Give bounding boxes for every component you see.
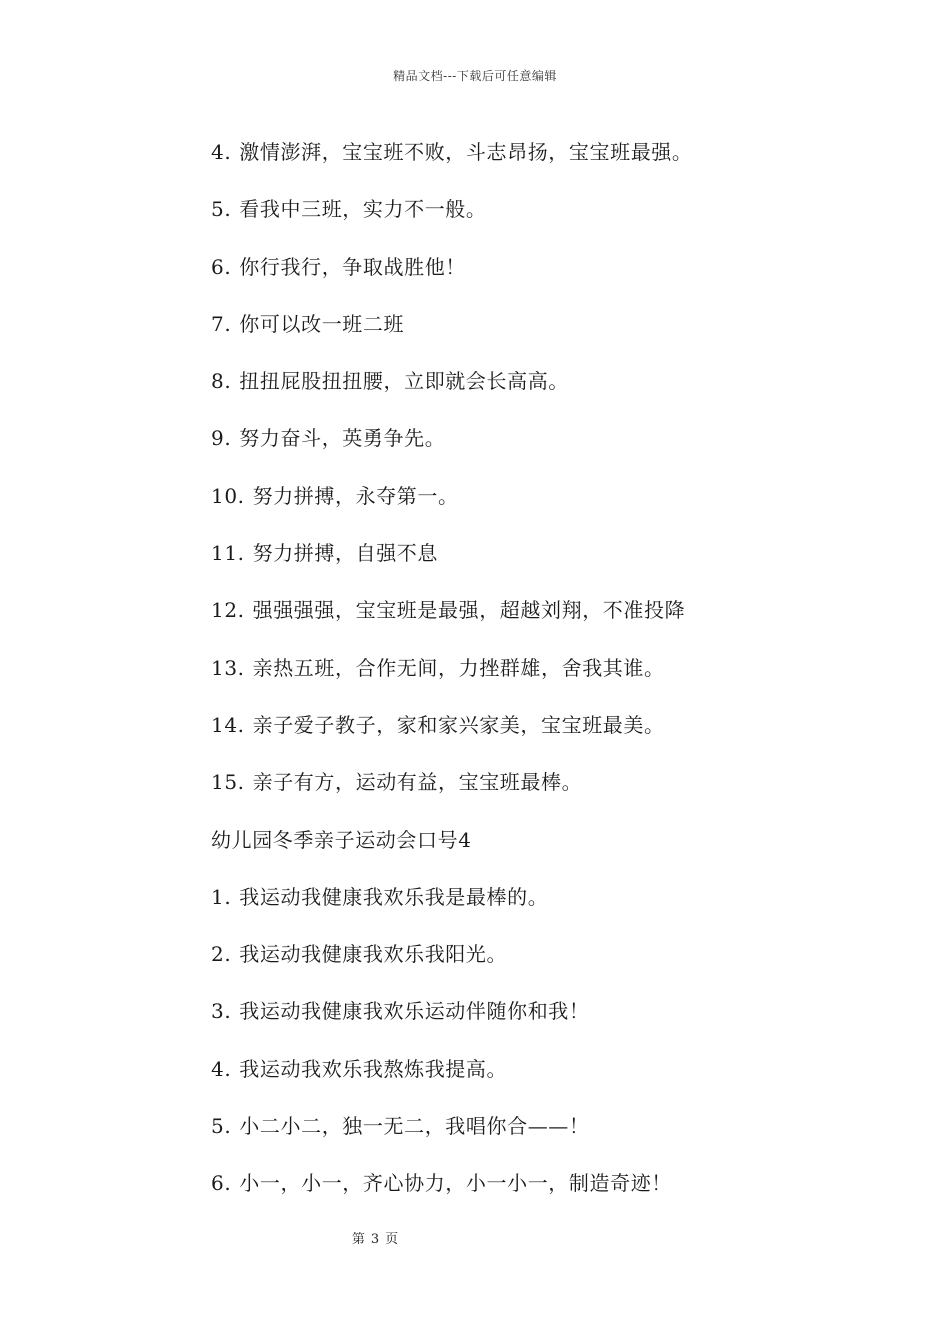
item-number: 7.	[211, 311, 232, 336]
list-item	[211, 477, 831, 534]
item-number: 14.	[211, 712, 245, 737]
item-number: 4.	[211, 140, 232, 164]
item-number: 1.	[211, 884, 232, 909]
page-footer	[0, 1228, 750, 1247]
item-text: 我运动我健康我欢乐我阳光。	[239, 942, 508, 967]
list-item	[211, 935, 831, 992]
item-number: 2.	[211, 942, 232, 967]
item-text: 小一，小一，齐心协力，小一小一，制造奇迹！	[239, 1171, 672, 1196]
page-number: 3	[370, 1232, 380, 1247]
list-item	[211, 1050, 831, 1107]
item-number: 6.	[211, 1171, 232, 1196]
section-title: 幼儿园冬季亲子运动会口号4	[211, 827, 472, 852]
item-number: 6.	[211, 254, 232, 279]
list-item	[211, 1107, 831, 1164]
list-item	[211, 534, 831, 591]
list-item	[211, 305, 831, 362]
item-text: 亲子爱子教子，家和家兴家美，宝宝班最美。	[252, 712, 665, 737]
item-number: 8.	[211, 369, 232, 394]
item-number: 11.	[211, 541, 245, 566]
item-text: 我运动我欢乐我熬炼我提高。	[239, 1056, 508, 1081]
item-number: 5.	[211, 1114, 232, 1139]
list-item	[211, 591, 831, 648]
item-text: 努力奋斗，英勇争先。	[239, 426, 446, 451]
page-header: 精品文档---下载后可任意编辑	[393, 69, 557, 83]
item-text: 努力拼搏，自强不息	[252, 541, 439, 566]
list-item	[211, 706, 831, 763]
item-number: 10.	[211, 483, 245, 508]
item-number: 12.	[211, 598, 245, 623]
item-text: 我运动我健康我欢乐我是最棒的。	[239, 884, 549, 909]
list-item	[211, 649, 831, 706]
document-body	[211, 133, 831, 1222]
item-text: 你可以改一班二班	[239, 311, 405, 336]
item-number: 13.	[211, 655, 245, 680]
list-item	[211, 1164, 831, 1221]
item-text: 强强强强，宝宝班是最强，超越刘翔，不准投降	[252, 598, 686, 623]
item-text: 激情澎湃，宝宝班不败，斗志昂扬，宝宝班最强。	[239, 140, 693, 164]
item-text: 扭扭屁股扭扭腰，立即就会长高高。	[239, 369, 569, 394]
list-item	[211, 878, 831, 935]
item-text: 我运动我健康我欢乐运动伴随你和我！	[239, 999, 590, 1024]
item-number: 9.	[211, 426, 232, 451]
item-number: 3.	[211, 999, 232, 1024]
page-number-prefix: 第	[351, 1232, 365, 1247]
list-item	[211, 763, 831, 820]
item-text: 努力拼搏，永夺第一。	[252, 483, 459, 508]
list-item	[211, 133, 831, 190]
item-text: 亲子有方，运动有益，宝宝班最棒。	[252, 770, 583, 795]
item-number: 4.	[211, 1056, 232, 1081]
list-item	[211, 992, 831, 1049]
item-number: 15.	[211, 770, 245, 795]
item-number: 5.	[211, 197, 232, 222]
list-item	[211, 190, 831, 247]
list-item	[211, 419, 831, 476]
item-text: 小二小二，独一无二，我唱你合——！	[239, 1114, 590, 1139]
list-item	[211, 362, 831, 419]
list-item	[211, 248, 831, 305]
page-number-suffix: 页	[385, 1232, 399, 1247]
item-text: 看我中三班，实力不一般。	[239, 197, 487, 222]
item-text: 亲热五班，合作无间，力挫群雄，舍我其谁。	[252, 655, 665, 680]
item-text: 你行我行，争取战胜他！	[239, 254, 466, 279]
